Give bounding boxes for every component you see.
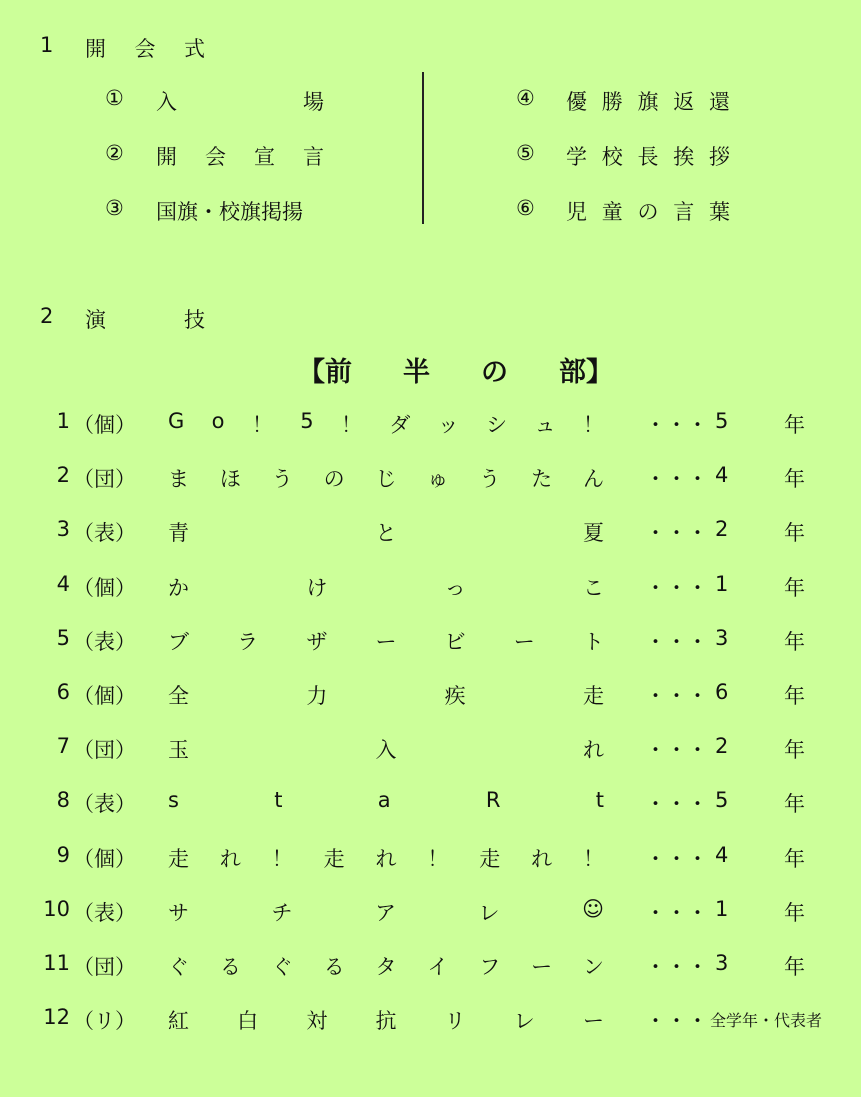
performance-heading-char: 技 xyxy=(184,308,205,332)
program-row xyxy=(0,1005,861,1035)
program-title-char: s xyxy=(168,788,179,812)
ceremony-char: 児 xyxy=(566,200,587,224)
program-title-char: ☺ xyxy=(582,897,604,921)
ceremony-item-6 xyxy=(516,196,535,220)
program-title-char: 抗 xyxy=(375,1009,397,1033)
program-row xyxy=(0,409,861,439)
program-title-char: チ xyxy=(271,901,293,925)
program-number: 7 xyxy=(56,734,70,758)
ceremony-char: 拶 xyxy=(709,145,730,169)
program-row xyxy=(0,626,861,656)
program-title-char: う xyxy=(271,467,293,491)
program-grade: 3 xyxy=(715,626,729,650)
program-grade: 4 xyxy=(715,463,729,487)
program-title-char: ト xyxy=(582,630,604,654)
program-grade-suffix: 年 xyxy=(784,467,805,491)
program-title-char: れ xyxy=(375,847,397,871)
program-title-char: o xyxy=(211,409,225,433)
program-title-char: 走 xyxy=(582,684,604,708)
program-title-char: ダ xyxy=(389,413,411,437)
program-title-char: と xyxy=(375,521,397,545)
opening-heading-text xyxy=(85,33,205,63)
program-title-char: 夏 xyxy=(583,521,604,545)
program-title xyxy=(168,788,604,812)
ceremony-char: 言 xyxy=(673,200,695,224)
program-dots: ・・・ xyxy=(645,684,708,708)
program-type: （表） xyxy=(73,630,136,654)
program-title-char: ほ xyxy=(219,467,241,491)
ceremony-item-1 xyxy=(105,86,124,110)
ceremony-char: 勝 xyxy=(601,90,623,114)
program-title-char: れ xyxy=(583,738,604,762)
program-title-char: こ xyxy=(582,576,604,600)
program-dots: ・・・ xyxy=(645,847,708,871)
half-title-part: の xyxy=(481,357,508,388)
ceremony-char: の xyxy=(637,200,659,224)
program-title xyxy=(168,1005,604,1035)
program-type: （個） xyxy=(73,847,136,871)
ceremony-item-3-text xyxy=(156,196,303,226)
program-title-char: ！ xyxy=(582,413,604,437)
ceremony-char: 言 xyxy=(303,145,324,169)
ceremony-char: 開 xyxy=(156,145,177,169)
program-title-char: ー xyxy=(375,630,397,654)
program-type: （表） xyxy=(73,521,136,545)
program-title-char: ー xyxy=(582,1009,604,1033)
performance-heading-char: 演 xyxy=(85,308,106,332)
ceremony-char: 優 xyxy=(566,90,587,114)
program-number: 3 xyxy=(56,517,70,541)
program-title-char: の xyxy=(323,467,345,491)
program-row xyxy=(0,734,861,764)
program-title-char: t xyxy=(274,788,283,812)
program-title xyxy=(168,517,604,547)
ceremony-char: 校 xyxy=(601,145,623,169)
program-title-char: た xyxy=(531,467,553,491)
program-title-char: っ xyxy=(444,576,466,600)
program-grade-suffix: 年 xyxy=(784,684,805,708)
program-type: （個） xyxy=(73,576,136,600)
program-title-char: フ xyxy=(479,955,501,979)
program-dots: ・・・ xyxy=(645,792,708,816)
program-title-char: リ xyxy=(444,1009,466,1033)
program-dots: ・・・ xyxy=(645,521,708,545)
program-grade: 1 xyxy=(715,897,729,921)
program-title-char: ぐ xyxy=(271,955,293,979)
program-title xyxy=(168,463,604,493)
program-grade: 6 xyxy=(715,680,729,704)
program-title-char: イ xyxy=(427,955,449,979)
program-title-char: 走 xyxy=(479,847,501,871)
opening-heading-char: 開 xyxy=(85,37,106,61)
program-title-char: け xyxy=(306,576,328,600)
ceremony-char: 場 xyxy=(303,90,324,114)
program-number: 1 xyxy=(56,409,70,433)
program-title-char: t xyxy=(595,788,604,812)
program-type: （団） xyxy=(73,738,136,762)
program-grade-suffix: 年 xyxy=(784,955,805,979)
column-divider xyxy=(422,72,424,224)
program-grade-suffix: 年 xyxy=(784,901,805,925)
program-row xyxy=(0,463,861,493)
ceremony-item-5 xyxy=(516,141,535,165)
program-dots: ・・・ xyxy=(645,1009,708,1033)
program-grade: 3 xyxy=(715,951,729,975)
ceremony-item-3 xyxy=(105,196,124,220)
half-title-part: 半 xyxy=(403,357,430,388)
program-grade: 2 xyxy=(715,734,729,758)
program-type: （個） xyxy=(73,684,136,708)
program-grade-suffix: 年 xyxy=(784,413,805,437)
ceremony-char: 挨 xyxy=(673,145,695,169)
program-grade-suffix: 年 xyxy=(784,792,805,816)
program-title-char: 疾 xyxy=(444,684,466,708)
program-title-char: じ xyxy=(375,467,397,491)
program-title-char: ラ xyxy=(237,630,259,654)
program-title-char: ！ xyxy=(427,847,449,871)
program-type: （個） xyxy=(73,413,136,437)
program-dots: ・・・ xyxy=(645,630,708,654)
program-title-char: ー xyxy=(513,630,535,654)
program-title-char: 走 xyxy=(323,847,345,871)
ceremony-item-1-text xyxy=(156,86,324,116)
ceremony-item-mark: ⑤ xyxy=(516,141,535,165)
ceremony-char: 長 xyxy=(637,145,659,169)
ceremony-item-mark: ③ xyxy=(105,196,124,220)
program-title xyxy=(168,897,604,927)
program-title-char: 全 xyxy=(168,684,189,708)
program-grade-suffix: 年 xyxy=(784,847,805,871)
program-grade-suffix: 年 xyxy=(784,630,805,654)
program-title-char: ュ xyxy=(534,413,556,437)
program-title xyxy=(168,572,604,602)
program-title xyxy=(168,680,604,710)
performance-heading xyxy=(40,304,53,328)
program-title-char: ア xyxy=(375,901,397,925)
program-title-char: ぐ xyxy=(168,955,189,979)
program-title xyxy=(168,734,604,764)
program-title-char: る xyxy=(323,955,345,979)
program-number: 11 xyxy=(43,951,70,975)
ceremony-item-mark: ⑥ xyxy=(516,196,535,220)
ceremony-item-mark: ① xyxy=(105,86,124,110)
program-row xyxy=(0,951,861,981)
program-title-char: 白 xyxy=(237,1009,259,1033)
program-title-char: サ xyxy=(168,901,189,925)
program-grade: 5 xyxy=(715,409,729,433)
half-title-part: 部】 xyxy=(559,357,613,388)
program-dots: ・・・ xyxy=(645,955,708,979)
program-title xyxy=(168,843,604,873)
program-row xyxy=(0,897,861,927)
program-dots: ・・・ xyxy=(645,576,708,600)
opening-heading-char: 会 xyxy=(134,37,156,61)
first-half-title xyxy=(298,350,613,389)
ceremony-item-5-text xyxy=(566,141,730,171)
program-number: 8 xyxy=(56,788,70,812)
program-dots: ・・・ xyxy=(645,413,708,437)
program-title-char: ビ xyxy=(444,630,466,654)
program-title-char: 紅 xyxy=(168,1009,189,1033)
program-title-char: a xyxy=(377,788,391,812)
program-type: （表） xyxy=(73,792,136,816)
program-title-char: 入 xyxy=(375,738,397,762)
program-title-char: 走 xyxy=(168,847,189,871)
program-title-char: 青 xyxy=(168,521,189,545)
performance-heading-number: 2 xyxy=(40,304,54,328)
program-type: （リ） xyxy=(73,1009,136,1033)
opening-heading-number: 1 xyxy=(40,33,54,57)
program-title-char: 力 xyxy=(306,684,328,708)
program-grade: 2 xyxy=(715,517,729,541)
program-grade: 全学年・代表者 xyxy=(710,1011,823,1030)
program-grade: 4 xyxy=(715,843,729,867)
program-dots: ・・・ xyxy=(645,467,708,491)
program-title xyxy=(168,409,604,439)
opening-heading xyxy=(40,33,53,57)
program-title-char: R xyxy=(485,788,501,812)
ceremony-char: 旗 xyxy=(637,90,659,114)
ceremony-item-6-text xyxy=(566,196,730,226)
ceremony-char: 童 xyxy=(601,200,623,224)
ceremony-item-2 xyxy=(105,141,124,165)
program-number: 10 xyxy=(43,897,70,921)
program-type: （団） xyxy=(73,955,136,979)
program-row xyxy=(0,788,861,818)
program-title xyxy=(168,951,604,981)
half-title-part: 【前 xyxy=(298,357,352,388)
program-title-char: ！ xyxy=(251,413,273,437)
program-title-char: ー xyxy=(531,955,553,979)
program-grade-suffix: 年 xyxy=(784,738,805,762)
performance-heading-text xyxy=(85,304,205,334)
program-title-char: れ xyxy=(531,847,553,871)
program-title-char: タ xyxy=(375,955,397,979)
program-number: 9 xyxy=(56,843,70,867)
ceremony-item-mark: ② xyxy=(105,141,124,165)
program-title-char: ！ xyxy=(341,413,363,437)
program-title-char: ま xyxy=(168,467,189,491)
ceremony-char: 入 xyxy=(156,90,177,114)
program-title-char: ザ xyxy=(306,630,328,654)
program-number: 6 xyxy=(56,680,70,704)
program-number: 5 xyxy=(56,626,70,650)
program-row xyxy=(0,680,861,710)
program-title-char: ！ xyxy=(583,847,604,871)
opening-heading-char: 式 xyxy=(184,37,205,61)
program-dots: ・・・ xyxy=(645,738,708,762)
ceremony-item-2-text xyxy=(156,141,324,171)
program-number: 12 xyxy=(43,1005,70,1029)
program-title-char: ッ xyxy=(437,413,459,437)
program-title-char: 玉 xyxy=(168,738,189,762)
program-title xyxy=(168,626,604,656)
ceremony-item-mark: ④ xyxy=(516,86,535,110)
program-dots: ・・・ xyxy=(645,901,708,925)
program-title-char: レ xyxy=(513,1009,535,1033)
program-title-char: レ xyxy=(478,901,500,925)
program-row xyxy=(0,843,861,873)
program-grade-suffix: 年 xyxy=(784,576,805,600)
program-grade-suffix: 年 xyxy=(784,521,805,545)
ceremony-char: 国旗・校旗掲揚 xyxy=(156,200,303,224)
program-title-char: う xyxy=(479,467,501,491)
program-grade: 5 xyxy=(715,788,729,812)
program-title-char: ン xyxy=(583,955,604,979)
ceremony-char: 宣 xyxy=(254,145,275,169)
program-title-char: 5 xyxy=(300,409,314,433)
program-row xyxy=(0,517,861,547)
ceremony-char: 会 xyxy=(205,145,226,169)
ceremony-item-4 xyxy=(516,86,535,110)
ceremony-item-4-text xyxy=(566,86,730,116)
program-row xyxy=(0,572,861,602)
program-title-char: シ xyxy=(486,413,508,437)
program-title-char: ゅ xyxy=(427,467,449,491)
program-grade: 1 xyxy=(715,572,729,596)
program-title-char: ん xyxy=(583,467,604,491)
program-title-char: る xyxy=(219,955,241,979)
ceremony-char: 学 xyxy=(566,145,587,169)
program-number: 4 xyxy=(56,572,70,596)
ceremony-char: 葉 xyxy=(709,200,730,224)
program-type: （表） xyxy=(73,901,136,925)
program-title-char: ！ xyxy=(271,847,293,871)
program-title-char: か xyxy=(168,576,189,600)
program-title-char: G xyxy=(168,409,185,433)
program-title-char: ブ xyxy=(168,630,189,654)
ceremony-char: 還 xyxy=(709,90,730,114)
program-title-char: 対 xyxy=(306,1009,328,1033)
program-type: （団） xyxy=(73,467,136,491)
program-title-char: れ xyxy=(219,847,241,871)
program-number: 2 xyxy=(56,463,70,487)
ceremony-char: 返 xyxy=(673,90,695,114)
